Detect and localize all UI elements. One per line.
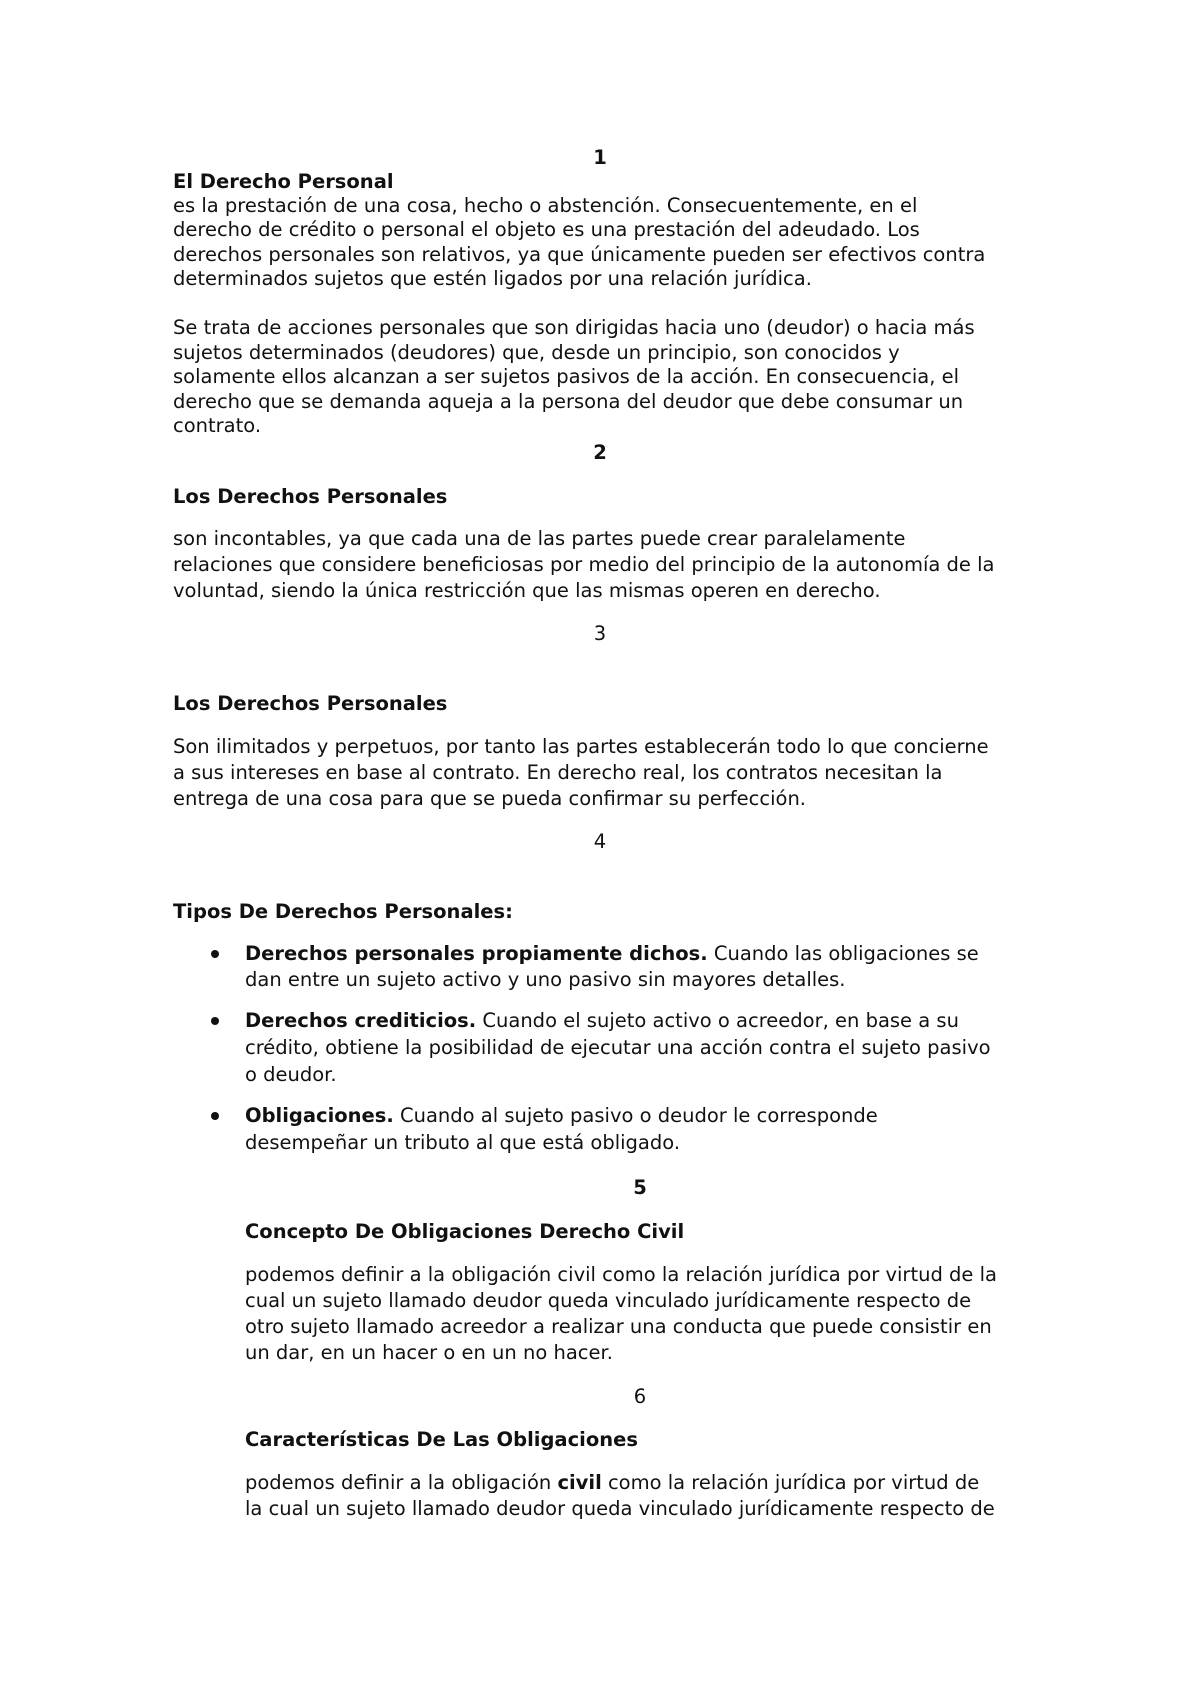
list-item-line xyxy=(245,941,979,966)
list-item-line xyxy=(245,1103,878,1128)
section-number-4: 4 xyxy=(593,830,607,853)
section-heading-1: El Derecho Personal xyxy=(173,170,394,193)
paragraph-bold-text: civil xyxy=(557,1471,602,1494)
paragraph-line: solamente ellos alcanzan a ser sujetos pasivos de la acción. En consecuencia, el xyxy=(173,365,960,388)
paragraph-line: relaciones que considere beneficiosas por medio del principio de la autonomía de la xyxy=(173,553,995,576)
paragraph-line: la cual un sujeto llamado deudor queda vinculado jurídicamente respecto de xyxy=(245,1497,995,1520)
paragraph-text: como la relación jurídica por virtud de xyxy=(601,1471,980,1494)
list-item-line: o deudor. xyxy=(245,1063,337,1086)
paragraph-line: es la prestación de una cosa, hecho o abstención. Consecuentemente, en el xyxy=(173,194,918,217)
paragraph-line: son incontables, ya que cada una de las partes puede crear paralelamente xyxy=(173,527,906,550)
list-item-term: Derechos personales propiamente dichos. xyxy=(245,942,708,965)
list-item-line xyxy=(245,1008,959,1033)
paragraph-line xyxy=(245,1470,979,1495)
section-number-3: 3 xyxy=(593,622,607,645)
paragraph-line: sujetos determinados (deudores) que, desde un principio, son conocidos y xyxy=(173,341,900,364)
section-heading-3: Los Derechos Personales xyxy=(173,692,448,715)
list-item-text: Cuando las obligaciones se xyxy=(707,942,979,965)
list-item-text: Cuando al sujeto pasivo o deudor le corresponde xyxy=(393,1104,878,1127)
paragraph-line: voluntad, siendo la única restricción que las mismas operen en derecho. xyxy=(173,579,881,602)
paragraph-line: cual un sujeto llamado deudor queda vinculado jurídicamente respecto de xyxy=(245,1289,972,1312)
list-item-line: desempeñar un tributo al que está obligado. xyxy=(245,1131,681,1154)
paragraph-line: derechos personales son relativos, ya que únicamente pueden ser efectivos contra xyxy=(173,243,986,266)
section-heading-6: Características De Las Obligaciones xyxy=(245,1428,638,1451)
paragraph-line: derecho que se demanda aqueja a la persona del deudor que debe consumar un xyxy=(173,390,964,413)
section-number-5: 5 xyxy=(633,1176,647,1199)
paragraph-line: a sus intereses en base al contrato. En derecho real, los contratos necesitan la xyxy=(173,761,943,784)
paragraph-text: podemos definir a la obligación xyxy=(245,1471,558,1494)
bullet-icon xyxy=(211,1112,219,1120)
paragraph-line: podemos definir a la obligación civil como la relación jurídica por virtud de la xyxy=(245,1263,997,1286)
section-number-2: 2 xyxy=(593,441,607,464)
list-item-line: crédito, obtiene la posibilidad de ejecutar una acción contra el sujeto pasivo xyxy=(245,1036,991,1059)
bullet-icon xyxy=(211,1017,219,1025)
paragraph-line: otro sujeto llamado acreedor a realizar una conducta que puede consistir en xyxy=(245,1315,992,1338)
bullet-icon xyxy=(211,950,219,958)
paragraph-line: un dar, en un hacer o en un no hacer. xyxy=(245,1341,613,1364)
paragraph-line: derecho de crédito o personal el objeto es una prestación del adeudado. Los xyxy=(173,218,920,241)
section-heading-5: Concepto De Obligaciones Derecho Civil xyxy=(245,1220,685,1243)
section-heading-4: Tipos De Derechos Personales: xyxy=(173,900,513,923)
list-item-term: Derechos crediticios. xyxy=(245,1009,477,1032)
paragraph-line: determinados sujetos que estén ligados por una relación jurídica. xyxy=(173,267,812,290)
paragraph-line: entrega de una cosa para que se pueda confirmar su perfección. xyxy=(173,787,806,810)
section-number-1: 1 xyxy=(593,146,607,169)
section-heading-2: Los Derechos Personales xyxy=(173,485,448,508)
paragraph-line: contrato. xyxy=(173,414,262,437)
section-number-6: 6 xyxy=(633,1385,647,1408)
list-item-text: Cuando el sujeto activo o acreedor, en base a su xyxy=(476,1009,959,1032)
list-item-term: Obligaciones. xyxy=(245,1104,394,1127)
list-item-line: dan entre un sujeto activo y uno pasivo sin mayores detalles. xyxy=(245,968,846,991)
paragraph-line: Son ilimitados y perpetuos, por tanto las partes establecerán todo lo que concierne xyxy=(173,735,989,758)
paragraph-line: Se trata de acciones personales que son dirigidas hacia uno (deudor) o hacia más xyxy=(173,316,975,339)
